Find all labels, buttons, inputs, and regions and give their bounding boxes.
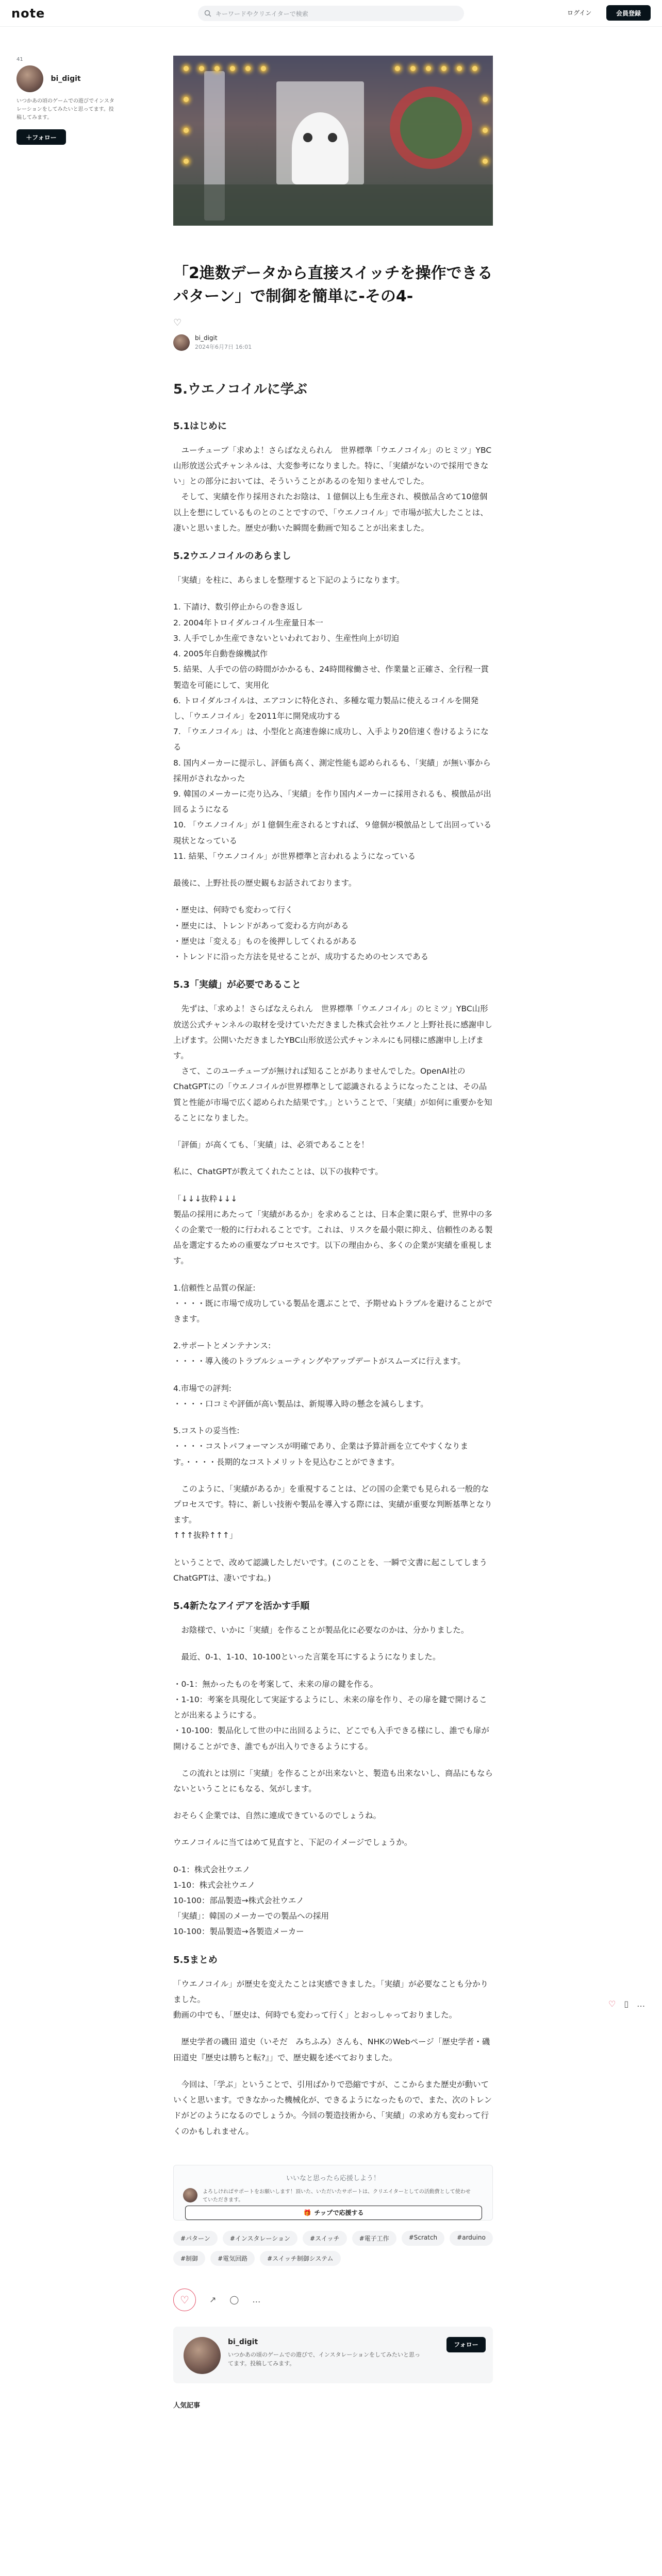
paragraph [173,2034,493,2065]
signup-button[interactable]: 会員登録 [606,5,651,21]
paragraph-line: ウエノコイルに当てはめて見直すと、下記のイメージでしょうか。 [173,1838,412,1848]
paragraph-line: 5. 結果、人手での倍の時間がかかるも、24時間稼働させ、作業量と正確さ、全行程一貫製造を可能にして、実用化 [173,665,489,690]
hashtag-chip[interactable]: #電気回路 [210,2251,255,2266]
hashtag-chip[interactable]: #電子工作 [352,2231,396,2246]
paragraph-line: このように、「実績があるか」を重視することは、どの国の企業でも見られる一般的なプロセスです。特に、新しい技術や製品を導入する際には、実績が重要な判断基準となります。 [173,1484,492,1525]
heart-icon[interactable]: ♡ [173,317,182,328]
paragraph-line: 私に、ChatGPTが教えてくれたことは、以下の抜粋です。 [173,1167,383,1177]
paragraph-line: 先ずは、「求めよ！さらばなえられん 世界標準「ウエノコイル」のヒミツ」YBC山形放送公式チャンネルの取材を受けていただきました株式会社ウエノと上野社長に感謝申し上げます。公開いただきましたYBC山形放送公式チャンネルにも同様に感謝申し上げます。 [173,1004,493,1060]
paragraph-line: 10. 「ウエノコイル」が１億個生産されるとすれば、９億個が模倣品として出回っている現状となっている [173,820,492,845]
paragraph [173,599,493,864]
follow-button[interactable]: フォロー [446,2337,486,2352]
paragraph-line: 3. 人手でしか生産できないといわれており、生産性向上が切迫 [173,633,400,643]
paragraph [173,1835,493,1850]
paragraph-line: ・・・・導入後のトラブルシューティングやアップデートがスムーズに行えます。 [173,1357,466,1366]
hashtag-chip[interactable]: #パターン [173,2231,218,2246]
paragraph [173,1808,493,1823]
paragraph-line: ・歴史には、トレンドがあって変わる方向がある [173,921,349,930]
publish-date: 2024年6月7日 16:01 [195,344,252,350]
paragraph-line: さて、このユーチューブが無ければ知ることがありませんでした。OpenAI社のChatGPTにの「ウエノコイルが世界標準として認識されるようになったことは、その品質と性能が市場で広く認められた結果です。」ということで、「実績」が如何に重要かを知ることになりました。 [173,1066,492,1123]
paragraph [173,1676,493,1754]
author-name[interactable]: bi_digit [195,334,218,342]
search-placeholder: キーワードやクリエイターで検索 [216,10,308,18]
paragraph-line: 最近、0-1、1-10、10-100といった言葉を耳にするようになりました。 [173,1652,441,1662]
action-bar [173,2289,493,2311]
avatar[interactable] [173,334,190,351]
article-title: 「2進数データから直接スイッチを操作できるパターン」で制御を簡単に-その4- [173,264,493,306]
paragraph-line: 9. 韓国のメーカーに売り込み、「実績」を作り国内メーカーに採用されるも、模倣品が出回るようになる [173,789,491,815]
search-input[interactable] [198,6,464,21]
comment-icon[interactable]: ◯ [229,2295,239,2305]
paragraph [173,2077,493,2139]
paragraph-line: 2. 2004年トロイダルコイル生産量日本一 [173,618,323,628]
paragraph [173,1381,493,1412]
paragraph [173,1976,493,2023]
subsection-heading: 5.4新たなアイデアを活かす手順 [173,1601,310,1612]
paragraph-line: ユーチューブ「求めよ！さらばなえられん 世界標準「ウエノコイル」のヒミツ」YBC山形放送公式チャンネルは、大変参考になりました。特に、「実績がないので採用できない」との部分においては、そういうことがあるのを知りませんでした。 [173,445,492,486]
paragraph [173,1862,493,1940]
hashtag-chip[interactable]: #インスタレーション [223,2231,297,2246]
paragraph [173,875,493,891]
paragraph-line: 「実績」を柱に、あらましを整理すると下記のようになります。 [173,575,405,585]
author-bio: いつかあの頃のゲームでの遊びでインスタレーションをしてみたいと思ってます。投稿してみます。 [16,98,114,121]
support-title: いいなと思ったら応援しよう！ [286,2174,380,2182]
author-card [173,2327,493,2383]
search-icon [204,10,211,17]
author-name[interactable]: bi_digit [51,75,81,83]
paragraph-line: ↑↑↑抜粋↑↑↑」 [173,1531,238,1540]
creator-sidebar [16,57,114,145]
like-button[interactable] [173,2289,196,2311]
paragraph-line: ・1-10：考案を具現化して実証するようにし、未来の扉を作り、その扉を鍵で開けることが出来るようにする。 [173,1694,487,1720]
support-box [173,2165,493,2221]
bookmark-icon[interactable]: ▯ [624,1999,629,2009]
popular-heading: 人気記事 [173,2401,201,2410]
paragraph-line: ・・・・口コミや評価が高い製品は、新規導入時の懸念を減らします。 [173,1399,428,1409]
paragraph-line: 0-1：株式会社ウエノ [173,1865,251,1874]
paragraph [173,1280,493,1327]
tip-button-label: チップで応援する [314,2209,364,2217]
share-icon[interactable]: ↗ [209,2295,217,2305]
paragraph-line: 歴史学者の磯田 道史（いそだ みちふみ）さんも、NHKのWebページ「歴史学者・磯田道史『歴史は勝ちと転?』」で、歴史観を述べておりました。 [173,2037,490,2062]
paragraph-line: 1.信頼性と品質の保証: [173,1283,256,1293]
paragraph [173,902,493,964]
paragraph-line: 5.コストの妥当性: [173,1426,240,1436]
subsection-heading: 5.1はじめに [173,420,227,432]
tip-icon: 🎁 [303,2209,311,2216]
paragraph-line: ・0-1：無かったものを考案して、未来の扉の鍵を作る。 [173,1679,378,1689]
paragraph [173,1191,493,1269]
avatar [183,2188,197,2202]
paragraph-line: 今回は、「学ぶ」ということで、引用ばかりで恐縮ですが、ここからまた歴史が動いていくと思います。できなかった機械化が、できるようになったもので、また、次のトレンドがどのようになるのでしょうか。今回の製造技術から、「実績」の求め方も変わって行くのかもしれません。 [173,2079,492,2136]
paragraph-line: この流れとは別に「実績」を作ることが出来ないと、製造も出来ないし、商品にもならないということにもなる、気がします。 [173,1768,493,1793]
paragraph-line: ということで、改めて認識したしだいです。(このことを、一瞬で文書に起こしてしまうChatGPTは、凄いですね。) [173,1557,488,1583]
paragraph [173,443,493,536]
follow-button[interactable]: ＋フォロー [16,129,66,145]
paragraph-line: 11. 結果、「ウエノコイル」が世界標準と言われるようになっている [173,851,416,861]
paragraph-line: ・・・・既に市場で成功している製品を選ぶことで、予期せぬトラブルを避けることができます。 [173,1298,493,1324]
author-row [173,334,493,351]
heart-icon: ♡ [180,2293,189,2306]
paragraph-line: 10-100：製品製造→各製造メーカー [173,1927,304,1937]
paragraph [173,1622,493,1638]
paragraph-line: 10-100：部品製造→株式会社ウエノ [173,1896,304,1906]
article [173,56,493,2410]
paragraph [173,572,493,588]
more-icon[interactable]: … [252,2295,261,2305]
support-desc: よろしければサポートをお願いします！頂いた、いただいたサポートは、クリエイターとしての活動費として使わせていただきます。 [203,2189,471,2203]
top-header [0,0,662,27]
floating-actions [608,1999,645,2009]
note-logo[interactable]: note [11,6,45,21]
hashtag-chip[interactable]: #arduino [450,2231,493,2246]
more-icon[interactable]: … [637,1999,646,2009]
paragraph [173,1423,493,1470]
paragraph-line: 「評価」が高くても、「実績」は、必須であることを！ [173,1140,369,1150]
paragraph [173,1338,493,1369]
hashtag-chip[interactable]: #スイッチ [303,2231,347,2246]
paragraph [173,1137,493,1153]
paragraph-line: 1. 下請け、数引停止からの巻き返し [173,602,303,612]
paragraph-line: ・歴史は、何時でも変わって行く [173,905,293,915]
paragraph [173,1555,493,1586]
hashtag-chip[interactable]: #Scratch [402,2231,444,2246]
paragraph-line: 8. 国内メーカーに提示し、評価も高く、測定性能も認められるも、「実績」が無い事から採用がされなかった [173,758,491,783]
magazine-label: 41 [16,57,23,62]
paragraph-line: ・トレンドに沿った方法を見せることが、成功するためのセンスである [173,952,429,961]
tag-list [173,2231,493,2266]
paragraph-line: 製品の採用にあたって「実績があるか」を求めることは、日本企業に限らず、世界中の多くの企業で一般的に行われることです。これは、リスクを最小限に抑え、信頼性のある製品を選定するための重要なプロセスです。以下の理由から、多くの企業が実績を重視します。 [173,1209,493,1266]
paragraph-line: 1-10：株式会社ウエノ [173,1880,256,1890]
paragraph-line: 動画の中でも、「歴史は、何時でも変わって行く」とおっしゃっておりました。 [173,2010,457,2020]
paragraph-line: 4. 2005年自動巻線機試作 [173,649,268,659]
paragraph-line: 「ウエノコイル」が歴史を変えたことは実感できました。「実績」が必要なことも分かりました。 [173,1979,489,2004]
paragraph-line: 「実績」：韓国のメーカーでの製品への採用 [173,1911,329,1921]
avatar[interactable] [184,2337,221,2374]
avatar[interactable] [16,65,43,92]
paragraph-line: 最後に、上野社長の歴史観もお話されております。 [173,878,357,888]
paragraph-line: そして、実績を作り採用されたお陰は、１億個以上も生産され、模倣品含めて10億個以上を想にしているものとのことですので、「ウエノコイル」で市場が拡大したことは、凄いと思いました。歴史が動いた瞬間を動画で知ることが出来ました。 [173,492,488,533]
author-name[interactable]: bi_digit [228,2337,258,2346]
hashtag-chip[interactable]: #スイッチ制御システム [260,2251,340,2266]
subsection-heading: 5.2ウエノコイルのあらまし [173,551,291,562]
paragraph-line: 「↓↓↓抜粋↓↓↓ [173,1194,238,1204]
author-bio: いつかあの頃のゲームでの遊びで、インスタレーションをしてみたいと思ってます。投稿してみます。 [228,2351,421,2367]
hero-image [173,56,493,226]
subsection-heading: 5.5まとめ [173,1954,218,1965]
paragraph [173,1164,493,1179]
paragraph [173,1001,493,1126]
paragraph-line: お陰様で、いかに「実績」を作ることが製品化に必要なのかは、分かりました。 [173,1625,469,1635]
paragraph [173,1649,493,1665]
paragraph-line: ・歴史は「変える」ものを後押ししてくれるがある [173,936,357,946]
paragraph-line: ・10-100：製品化して世の中に出回るように、どこでも入手できる様にし、誰でも扉が開けることができ、誰でもが出入りできるようにする。 [173,1726,489,1751]
paragraph-line: 6. トロイダルコイルは、エアコンに特化され、多種な電力製品に使えるコイルを開発し、「ウエノコイル」を2011年に開発成功する [173,696,478,721]
subsection-heading: 5.3「実績」が必要であること [173,979,301,991]
paragraph-line: 4.市場での評判: [173,1383,232,1393]
paragraph [173,1481,493,1544]
paragraph [173,1766,493,1797]
article-body [173,377,493,2139]
paragraph-line: 2.サポートとメンテナンス: [173,1341,271,1351]
section-heading: 5.ウエノコイルに学ぶ [173,382,307,397]
paragraph-line: 7. 「ウエノコイル」は、小型化と高速巻線に成功し、入手より20倍速く巻けるようになる [173,727,489,752]
login-link[interactable]: ログイン [567,9,592,16]
tip-button[interactable] [185,2206,482,2220]
heart-icon[interactable]: ♡ [608,1999,616,2009]
paragraph-line: おそらく企業では、自然に連成できているのでしょうね。 [173,1811,382,1821]
paragraph-line: ・・・・コストパフォーマンスが明確であり、企業は予算計画を立てやすくなります。・・・・長期的なコストメリットを見込むことができます。 [173,1442,468,1467]
hashtag-chip[interactable]: #制御 [173,2251,205,2266]
